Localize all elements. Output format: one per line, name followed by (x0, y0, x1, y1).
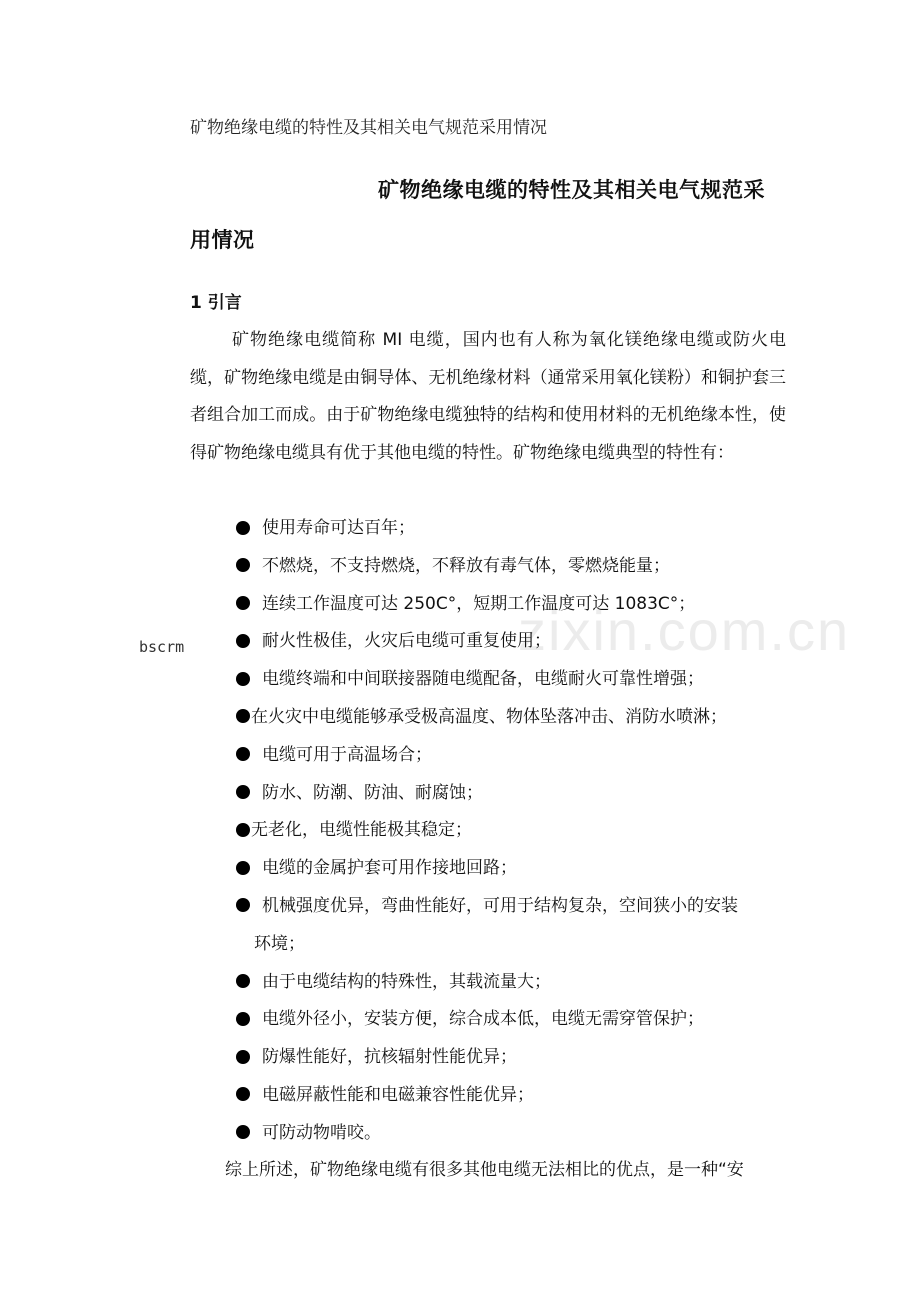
running-head: 矿物绝缘电缆的特性及其相关电气规范采用情况 (190, 118, 547, 138)
intro-paragraph: 矿物绝缘电缆简称 MI 电缆，国内也有人称为氧化镁绝缘电缆或防火电缆，矿物绝缘电缆是由铜导体、无机绝缘材料（通常采用氧化镁粉）和铜护套三者组合加工而成。由于矿物绝缘电缆独特的结构和使用材料的无机绝缘本性，使得矿物绝缘电缆具有优于其他电缆的特性。矿物绝缘电缆典型的特性有： (190, 330, 786, 463)
bullet-dot-icon (236, 823, 250, 837)
bullet-dot-icon (236, 974, 250, 988)
watermark: zixin.com.cn (518, 599, 851, 662)
list-item: 防爆性能好，抗核辐射性能优异； (190, 1039, 786, 1077)
feature-list (190, 510, 786, 1153)
bullet-dot-icon (236, 521, 250, 535)
list-item: 在火灾中电缆能够承受极高温度、物体坠落冲击、消防水喷淋； (190, 699, 786, 737)
bullet-dot-icon (236, 1012, 250, 1026)
title-line-1: 矿物绝缘电缆的特性及其相关电气规范采 (378, 178, 765, 202)
summary-paragraph: 综上所述，矿物绝缘电缆有很多其他电缆无法相比的优点，是一种“安 (225, 1160, 744, 1180)
bullet-dot-icon (236, 898, 250, 912)
list-item: 无老化，电缆性能极其稳定； (190, 812, 786, 850)
margin-note: bscrm (139, 638, 185, 656)
list-item: 连续工作温度可达 250C°，短期工作温度可达 1083C°； (190, 586, 786, 624)
bullet-dot-icon (236, 785, 250, 799)
list-item: 机械强度优异，弯曲性能好，可用于结构复杂，空间狭小的安装 环境； (190, 888, 786, 964)
bullet-dot-icon (236, 1050, 250, 1064)
bullet-dot-icon (236, 672, 250, 686)
bullet-dot-icon (236, 861, 250, 875)
list-item: 耐火性极佳，火灾后电缆可重复使用； (190, 623, 786, 661)
list-item: 使用寿命可达百年； (190, 510, 786, 548)
list-item: 电缆的金属护套可用作接地回路； (190, 850, 786, 888)
list-item: 电磁屏蔽性能和电磁兼容性能优异； (190, 1077, 786, 1115)
list-item: 防水、防潮、防油、耐腐蚀； (190, 775, 786, 813)
bullet-dot-icon (236, 1125, 250, 1139)
list-item: 电缆可用于高温场合； (190, 737, 786, 775)
title-line-2: 用情况 (190, 228, 255, 252)
bullet-dot-icon (236, 1087, 250, 1101)
section-heading: 1 引言 (190, 293, 242, 313)
list-item: 不燃烧，不支持燃烧，不释放有毒气体，零燃烧能量； (190, 548, 786, 586)
bullet-dot-icon (236, 596, 250, 610)
document-title (190, 165, 785, 265)
bullet-dot-icon (236, 558, 250, 572)
list-item: 由于电缆结构的特殊性，其载流量大； (190, 964, 786, 1002)
list-item-continuation: 环境； (254, 933, 305, 954)
bullet-dot-icon (236, 747, 250, 761)
bullet-dot-icon (236, 634, 250, 648)
list-item: 可防动物啃咬。 (190, 1115, 786, 1153)
bullet-dot-icon (236, 709, 250, 723)
list-item: 电缆终端和中间联接器随电缆配备，电缆耐火可靠性增强； (190, 661, 786, 699)
list-item: 电缆外径小，安装方便，综合成本低，电缆无需穿管保护； (190, 1001, 786, 1039)
